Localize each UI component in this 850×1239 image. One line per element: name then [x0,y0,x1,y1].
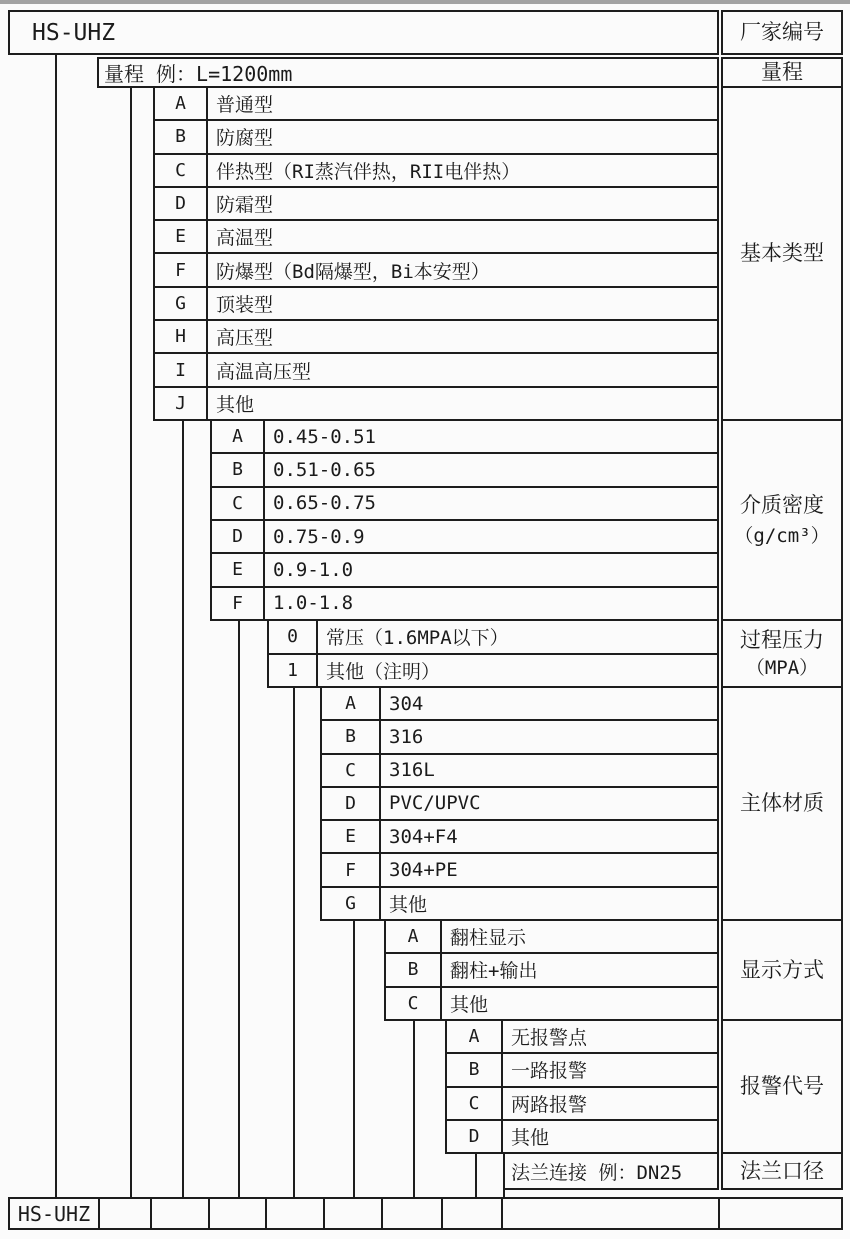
option-label: 304+PE [389,859,458,882]
connector-line [413,1021,415,1197]
option-label: 翻柱显示 [450,927,527,950]
option-row [155,288,717,321]
option-label: 0.65-0.75 [273,492,376,515]
option-label: 防腐型 [216,127,274,150]
code-cell-flange [503,1199,720,1228]
connector-line [130,88,132,1197]
option-row [322,821,717,854]
section-medium-density [210,419,719,621]
option-label: 1.0-1.8 [273,592,354,615]
option-code: A [322,688,381,719]
option-code: F [322,854,381,885]
side-label-display-mode: 显示方式 [721,919,843,1021]
option-code: B [447,1054,503,1085]
option-row [386,988,717,1019]
option-row [386,921,717,954]
option-label: 顶装型 [216,293,274,316]
option-label: 防爆型（Bd隔爆型，Bi本安型） [216,260,490,283]
option-code: B [212,454,265,485]
option-code: I [155,354,208,385]
connector-line [55,55,57,1197]
section-display-mode [384,919,719,1021]
option-label: 其他 [450,993,489,1016]
option-row [212,488,717,521]
option-label: 0.9-1.0 [273,558,354,581]
option-code: D [212,521,265,552]
connector-line [503,1190,505,1197]
option-label: 高温高压型 [216,360,312,383]
option-row [155,155,717,188]
option-row [212,454,717,487]
option-row [212,521,717,554]
code-cell-factory [720,1199,841,1228]
option-code: C [386,988,442,1019]
option-code: 0 [269,621,318,653]
side-label-alarm-code: 报警代号 [721,1019,843,1154]
option-label: 常压（1.6MPA以下） [326,627,509,650]
side-label-flange: 法兰口径 [721,1152,843,1190]
option-code: C [322,755,381,786]
option-label: 其他 [511,1126,550,1149]
option-row [155,388,717,419]
option-row [447,1088,717,1121]
option-label: 无报警点 [511,1027,588,1050]
option-label: 其他（注明） [326,660,441,683]
option-code: F [155,254,208,285]
option-label: 高温型 [216,227,274,250]
option-code: B [322,721,381,752]
option-code: G [322,888,381,919]
code-cell-density [210,1199,267,1228]
option-row [322,688,717,721]
option-row [212,421,717,454]
option-code: E [322,821,381,852]
option-code: D [447,1121,503,1152]
code-cell-basic-type [152,1199,210,1228]
connector-line [475,1154,477,1197]
option-code: B [155,121,208,152]
option-label: 防霜型 [216,194,274,217]
option-code: A [155,88,208,119]
option-row [155,254,717,287]
section-body-material [320,686,719,921]
code-cell-alarm [443,1199,503,1228]
option-row [155,321,717,354]
option-label: 其他 [216,393,255,416]
side-label-body-material: 主体材质 [721,686,843,921]
option-row [322,788,717,821]
side-label-factory-code: 厂家编号 [721,10,843,55]
option-label: 316 [389,725,424,748]
option-label: 0.75-0.9 [273,525,365,548]
code-cell-material [325,1199,383,1228]
range-cell [97,57,719,88]
option-row [155,88,717,121]
option-row [322,888,717,919]
option-code: D [322,788,381,819]
option-code: C [447,1088,503,1119]
code-cell-display [383,1199,443,1228]
option-row [155,354,717,387]
option-row [269,621,717,655]
option-code: C [155,155,208,186]
code-cell-model: HS-UHZ [10,1199,100,1228]
connector-line [353,921,355,1197]
section-basic-type [153,86,719,421]
flange-label: 法兰连接 例：DN25 [511,1161,683,1184]
option-row [212,588,717,619]
option-label: 304 [389,692,424,715]
option-row [155,188,717,221]
option-row [447,1121,717,1152]
option-row [322,755,717,788]
option-code: A [447,1021,503,1052]
option-label: 0.51-0.65 [273,458,376,481]
option-code: D [155,188,208,219]
code-cell-range [100,1199,152,1228]
option-label: 普通型 [216,94,274,117]
connector-line [182,421,184,1197]
option-code: G [155,288,208,319]
side-label-medium-density: 介质密度 （g/cm³） [721,419,843,621]
option-row [447,1021,717,1054]
option-row [386,954,717,987]
option-code: B [386,954,442,985]
range-label: 量程 例：L=1200mm [104,62,293,86]
option-code: A [386,921,442,952]
option-label: 316L [389,759,435,782]
option-code: H [155,321,208,352]
option-row [155,121,717,154]
model-prefix: HS-UHZ [32,19,116,46]
option-code: A [212,421,265,452]
section-alarm-code [445,1019,719,1154]
option-label: 伴热型（RI蒸汽伴热，RII电伴热） [216,160,521,183]
option-row [447,1054,717,1087]
side-label-process-pressure: 过程压力 （MPA） [721,619,843,688]
option-label: 翻柱+输出 [450,960,538,983]
option-label: 两路报警 [511,1093,588,1116]
option-label: 0.45-0.51 [273,425,376,448]
option-label: 其他 [389,893,428,916]
option-row [322,721,717,754]
option-label: PVC/UPVC [389,792,481,815]
section-process-pressure [267,619,719,688]
option-label: 304+F4 [389,825,458,848]
option-code: C [212,488,265,519]
side-label-basic-type: 基本类型 [721,86,843,421]
side-label-range: 量程 [721,57,843,88]
option-code: J [155,388,208,419]
option-code: F [212,588,265,619]
option-row [269,655,717,687]
model-prefix-cell [8,10,719,55]
flange-cell [503,1152,719,1190]
option-code: 1 [269,655,318,687]
scan-artifact [0,0,850,4]
option-row [322,854,717,887]
connector-line [293,688,295,1197]
option-row [155,221,717,254]
option-row [212,554,717,587]
option-code: E [212,554,265,585]
code-cell-pressure [267,1199,325,1228]
option-label: 一路报警 [511,1060,588,1083]
connector-line [238,621,240,1197]
option-code: E [155,221,208,252]
code-composition-row [8,1197,843,1230]
option-label: 高压型 [216,327,274,350]
